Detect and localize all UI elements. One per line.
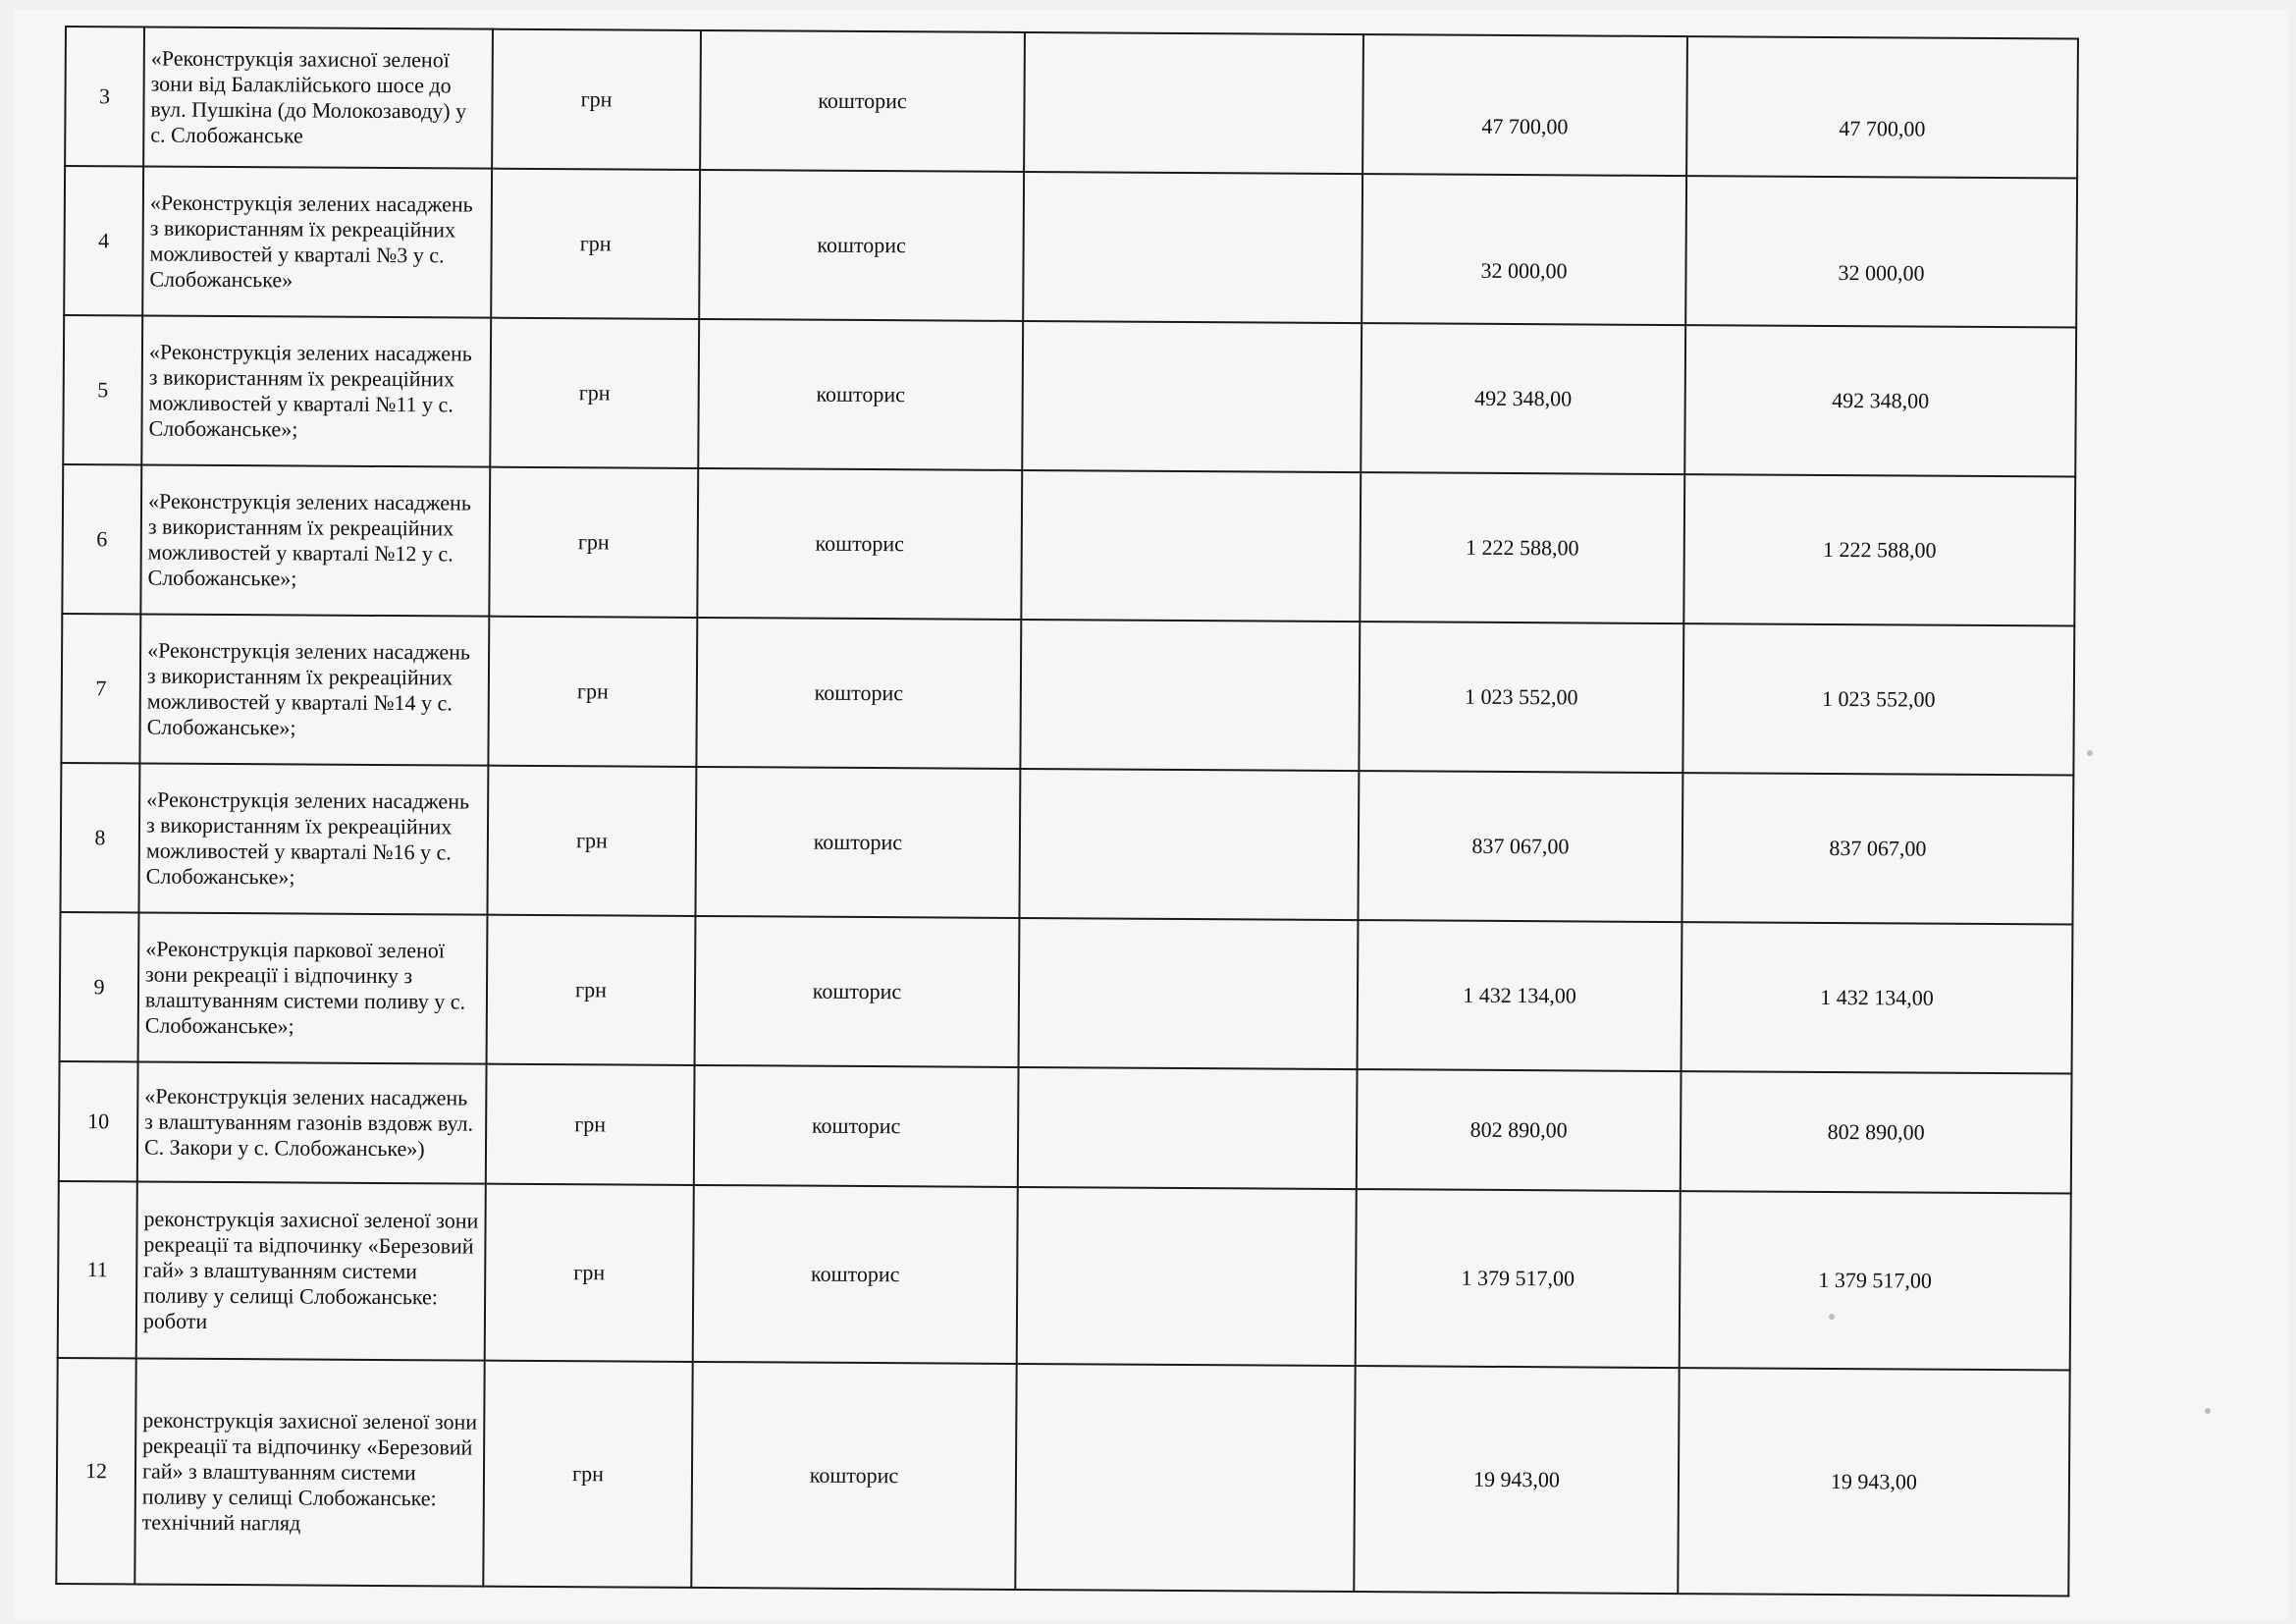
unit-cell: грн (491, 169, 700, 319)
project-name: «Реконструкція зелених насаджень з використанням їх рекреаційних можливостей у кварталі №16 у с. Слобожанське»; (138, 763, 488, 914)
project-name: «Реконструкція паркової зеленої зони рекреації і відпочинку з влаштуванням системи поливу у с. Слобожанське»; (138, 912, 488, 1063)
project-name: «Реконструкція зелених насаджень з використанням їх рекреаційних можливостей у кварталі №14 у с. Слобожанське»; (139, 614, 489, 765)
row-number: 9 (60, 912, 139, 1061)
empty-cell (1024, 32, 1363, 174)
unit-cell: грн (487, 915, 696, 1065)
unit-cell: грн (487, 766, 696, 916)
scan-speck (1829, 1314, 1835, 1320)
row-number: 4 (64, 166, 143, 315)
amount-cell: 802 890,00 (1681, 1071, 2072, 1193)
project-name: реконструкція захисної зеленої зони рекреації та відпочинку «Березовий гай» з влаштуванням системи поливу у селищі Слобожанське: технічний нагляд (134, 1358, 484, 1586)
source-cell: кошторис (700, 30, 1025, 172)
table-row (63, 315, 2076, 477)
amount-cell: 47 700,00 (1686, 36, 2078, 178)
amount-cell: 1 222 588,00 (1360, 472, 1684, 623)
table-row (59, 1061, 2072, 1194)
amount-cell: 1 432 134,00 (1358, 920, 1682, 1071)
table-row (58, 1181, 2071, 1371)
unit-cell: грн (485, 1184, 694, 1362)
source-cell: кошторис (691, 1362, 1016, 1590)
amount-cell: 1 432 134,00 (1682, 922, 2073, 1073)
table-row (56, 1358, 2069, 1597)
empty-cell (1020, 620, 1360, 771)
amount-cell: 32 000,00 (1362, 174, 1686, 325)
source-cell: кошторис (698, 319, 1023, 470)
empty-cell (1015, 1364, 1355, 1592)
budget-table (55, 26, 2079, 1597)
amount-cell: 492 348,00 (1684, 325, 2076, 476)
table-row (61, 614, 2074, 776)
table-body (56, 27, 2078, 1596)
project-name: «Реконструкція зелених насаджень з використанням їх рекреаційних можливостей у кварталі №3 у с. Слобожанське» (142, 166, 492, 317)
row-number: 7 (61, 614, 140, 763)
scanned-page (14, 10, 2289, 1620)
source-cell: кошторис (695, 767, 1020, 918)
source-cell: кошторис (699, 170, 1024, 321)
source-cell: кошторис (697, 468, 1022, 620)
source-cell: кошторис (695, 916, 1020, 1067)
empty-cell (1017, 1187, 1357, 1366)
table-row (65, 27, 2078, 179)
empty-cell (1019, 918, 1359, 1069)
table-row (64, 166, 2077, 328)
empty-cell (1018, 1067, 1358, 1189)
project-name: «Реконструкція зелених насаджень з використанням їх рекреаційних можливостей у кварталі №11 у с. Слобожанське»; (141, 315, 491, 466)
unit-cell: грн (488, 617, 697, 767)
row-number: 10 (59, 1061, 138, 1181)
row-number: 5 (63, 315, 142, 464)
amount-cell: 492 348,00 (1361, 323, 1685, 474)
empty-cell (1022, 321, 1362, 472)
project-name: реконструкція захисної зеленої зони рекреації та відпочинку «Березовий гай» з влаштуванням системи поливу у селищі Слобожанське: роботи (136, 1181, 486, 1360)
amount-cell: 1 379 517,00 (1680, 1191, 2071, 1370)
unit-cell: грн (490, 318, 699, 468)
empty-cell (1019, 769, 1359, 920)
amount-cell: 1 023 552,00 (1359, 622, 1683, 773)
table-row (62, 464, 2075, 626)
amount-cell: 32 000,00 (1685, 176, 2077, 327)
empty-cell (1023, 172, 1362, 323)
empty-cell (1021, 470, 1361, 622)
amount-cell: 19 943,00 (1678, 1368, 2069, 1596)
project-name: «Реконструкція захисної зеленої зони від Балаклійського шосе до вул. Пушкіна (до Молокозаводу) у с. Слобожанське (143, 27, 493, 168)
row-number: 3 (65, 27, 144, 166)
amount-cell: 802 890,00 (1357, 1069, 1682, 1191)
scan-speck (2087, 750, 2093, 756)
source-cell: кошторис (696, 618, 1021, 769)
unit-cell: грн (483, 1361, 692, 1588)
project-name: «Реконструкція зелених насаджень з влаштуванням газонів вздовж вул. С. Закори у с. Слобожанське») (137, 1061, 487, 1183)
table-row (60, 912, 2073, 1074)
scan-speck (2205, 1408, 2211, 1414)
amount-cell: 1 023 552,00 (1682, 623, 2074, 775)
amount-cell: 837 067,00 (1358, 771, 1682, 922)
row-number: 8 (60, 763, 139, 912)
row-number: 6 (62, 464, 141, 614)
row-number: 12 (56, 1358, 135, 1584)
table-row (60, 763, 2073, 925)
amount-cell: 1 222 588,00 (1683, 474, 2075, 625)
amount-cell: 837 067,00 (1682, 773, 2073, 924)
source-cell: кошторис (693, 1185, 1018, 1364)
amount-cell: 19 943,00 (1354, 1366, 1679, 1594)
amount-cell: 1 379 517,00 (1356, 1189, 1681, 1368)
unit-cell: грн (486, 1064, 695, 1185)
row-number: 11 (58, 1181, 137, 1358)
unit-cell: грн (492, 29, 701, 170)
amount-cell: 47 700,00 (1362, 34, 1687, 176)
project-name: «Реконструкція зелених насаджень з використанням їх рекреаційних можливостей у кварталі №12 у с. Слобожанське»; (140, 464, 490, 616)
source-cell: кошторис (694, 1065, 1019, 1187)
unit-cell: грн (489, 467, 698, 618)
